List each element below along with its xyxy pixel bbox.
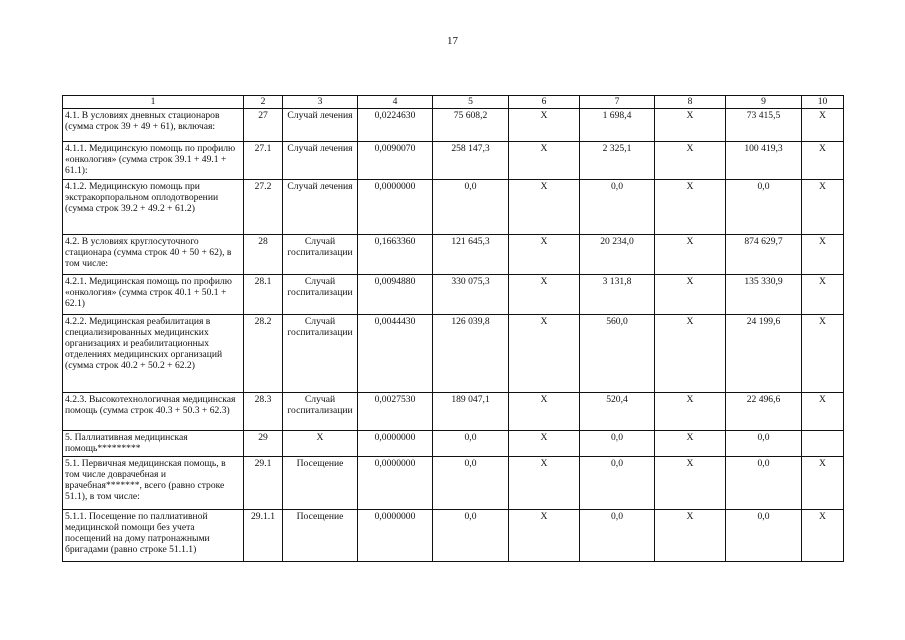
table-cell: 0,0027530	[358, 393, 433, 431]
column-header: 7	[580, 96, 655, 109]
table-row	[63, 315, 844, 393]
table-cell: 2 325,1	[580, 142, 655, 180]
table-cell: 258 147,3	[433, 142, 509, 180]
table-cell: 0,0	[433, 510, 509, 562]
column-header: 4	[358, 96, 433, 109]
table-cell: 29	[244, 431, 283, 457]
table-cell: 135 330,9	[726, 275, 802, 315]
table-row	[63, 431, 844, 457]
page-number: 17	[447, 35, 458, 47]
data-table	[62, 95, 844, 562]
table-row	[63, 457, 844, 510]
table-cell: 0,0044430	[358, 315, 433, 393]
row-name-cell: 5. Паллиативная медицинская помощь*********	[63, 431, 244, 457]
table-cell: 73 415,5	[726, 109, 802, 142]
table-cell: 0,0	[580, 180, 655, 235]
table-body	[63, 109, 844, 562]
column-header: 1	[63, 96, 244, 109]
table-cell: 29.1	[244, 457, 283, 510]
table-cell: 0,0	[433, 431, 509, 457]
row-name-cell: 4.2.1. Медицинская помощь по профилю «онкология» (сумма строк 40.1 + 50.1 + 62.1)	[63, 275, 244, 315]
table-cell: Х	[802, 275, 844, 315]
table-row	[63, 109, 844, 142]
table-cell: Х	[802, 457, 844, 510]
table-cell: Х	[655, 510, 726, 562]
table-cell: 27	[244, 109, 283, 142]
table-cell: 0,0	[433, 180, 509, 235]
table-cell: 874 629,7	[726, 235, 802, 275]
table-cell: Х	[509, 510, 580, 562]
row-name-cell: 4.2. В условиях круглосуточного стационара (сумма строк 40 + 50 + 62), в том числе:	[63, 235, 244, 275]
table-cell: Случай госпитализации	[283, 393, 358, 431]
table-cell: 0,0	[433, 457, 509, 510]
table-cell: 100 419,3	[726, 142, 802, 180]
table-cell: Случай госпитализации	[283, 235, 358, 275]
table-cell: 20 234,0	[580, 235, 655, 275]
table-cell: 520,4	[580, 393, 655, 431]
table-cell: 330 075,3	[433, 275, 509, 315]
table-row	[63, 235, 844, 275]
table-cell: Х	[802, 180, 844, 235]
table-cell: 121 645,3	[433, 235, 509, 275]
table-cell: Х	[509, 315, 580, 393]
table-row	[63, 275, 844, 315]
table-cell: 0,0	[726, 510, 802, 562]
table-cell: 28	[244, 235, 283, 275]
table-cell: 0,0094880	[358, 275, 433, 315]
table-cell: 24 199,6	[726, 315, 802, 393]
table-cell: 1 698,4	[580, 109, 655, 142]
table-cell: Х	[509, 180, 580, 235]
row-name-cell: 5.1. Первичная медицинская помощь, в том числе доврачебная и врачебная*******, всего (равно строке 51.1), в том числе:	[63, 457, 244, 510]
column-header: 2	[244, 96, 283, 109]
row-name-cell: 4.2.3. Высокотехнологичная медицинская помощь (сумма строк 40.3 + 50.3 + 62.3)	[63, 393, 244, 431]
table-cell: Х	[802, 235, 844, 275]
table-cell: Х	[655, 180, 726, 235]
table-cell: Х	[509, 275, 580, 315]
table-cell: 27.2	[244, 180, 283, 235]
table-row	[63, 142, 844, 180]
column-header: 5	[433, 96, 509, 109]
table-cell	[802, 431, 844, 457]
table-row	[63, 510, 844, 562]
table-cell: 0,0	[580, 431, 655, 457]
table-cell: Х	[509, 109, 580, 142]
table-cell: Х	[509, 393, 580, 431]
column-header: 9	[726, 96, 802, 109]
table-cell: Х	[509, 142, 580, 180]
table-cell: 0,0000000	[358, 510, 433, 562]
table-cell: 0,0000000	[358, 431, 433, 457]
table-cell: 28.1	[244, 275, 283, 315]
table-cell: 0,0090070	[358, 142, 433, 180]
table-cell: Х	[655, 393, 726, 431]
table-cell: 0,0000000	[358, 457, 433, 510]
table-cell: 0,0	[580, 510, 655, 562]
table-cell: 560,0	[580, 315, 655, 393]
table-cell: Х	[509, 431, 580, 457]
table-cell: 126 039,8	[433, 315, 509, 393]
table-cell: Х	[655, 275, 726, 315]
table-cell: 29.1.1	[244, 510, 283, 562]
table-cell: Случай лечения	[283, 142, 358, 180]
column-header: 8	[655, 96, 726, 109]
table-cell: Случай лечения	[283, 180, 358, 235]
table-cell: 28.2	[244, 315, 283, 393]
table-cell: 75 608,2	[433, 109, 509, 142]
table-cell: Посещение	[283, 457, 358, 510]
table-cell: Х	[802, 315, 844, 393]
row-name-cell: 4.1.2. Медицинскую помощь при экстракорпоральном оплодотворении (сумма строк 39.2 + 49.2 + 61.2)	[63, 180, 244, 235]
table-cell: 3 131,8	[580, 275, 655, 315]
table-cell: Х	[283, 431, 358, 457]
table-cell: 22 496,6	[726, 393, 802, 431]
column-header: 6	[509, 96, 580, 109]
table-cell: 28.3	[244, 393, 283, 431]
table-cell: Х	[655, 431, 726, 457]
table-cell: 0,0224630	[358, 109, 433, 142]
table-cell: Х	[802, 109, 844, 142]
table-cell: 0,0000000	[358, 180, 433, 235]
row-name-cell: 4.1. В условиях дневных стационаров (сумма строк 39 + 49 + 61), включая:	[63, 109, 244, 142]
table-cell: 0,1663360	[358, 235, 433, 275]
row-name-cell: 4.2.2. Медицинская реабилитация в специализированных медицинских организациях и реабилитационных отделениях медицинских организаций (сумма строк 40.2 + 50.2 + 62.2)	[63, 315, 244, 393]
table-cell: Х	[655, 142, 726, 180]
table-cell: Х	[509, 235, 580, 275]
table-cell: Посещение	[283, 510, 358, 562]
column-header: 10	[802, 96, 844, 109]
table-cell: 27.1	[244, 142, 283, 180]
table-cell: 0,0	[580, 457, 655, 510]
column-header: 3	[283, 96, 358, 109]
row-name-cell: 5.1.1. Посещение по паллиативной медицинской помощи без учета посещений на дому патронажными бригадами (равно строке 51.1.1)	[63, 510, 244, 562]
table-cell: 0,0	[726, 180, 802, 235]
table-row	[63, 180, 844, 235]
header-row	[63, 96, 844, 109]
table-row	[63, 393, 844, 431]
table-cell: Случай госпитализации	[283, 275, 358, 315]
table-cell: Х	[655, 109, 726, 142]
table-cell: Случай госпитализации	[283, 315, 358, 393]
table-cell: Х	[802, 393, 844, 431]
table-cell: 0,0	[726, 457, 802, 510]
table-cell: Х	[655, 457, 726, 510]
row-name-cell: 4.1.1. Медицинскую помощь по профилю «онкология» (сумма строк 39.1 + 49.1 + 61.1):	[63, 142, 244, 180]
table-cell: Случай лечения	[283, 109, 358, 142]
table-cell: 0,0	[726, 431, 802, 457]
table-cell: 189 047,1	[433, 393, 509, 431]
table-cell: Х	[655, 235, 726, 275]
table-cell: Х	[802, 142, 844, 180]
table-cell: Х	[655, 315, 726, 393]
table-cell: Х	[509, 457, 580, 510]
table-cell: Х	[802, 510, 844, 562]
